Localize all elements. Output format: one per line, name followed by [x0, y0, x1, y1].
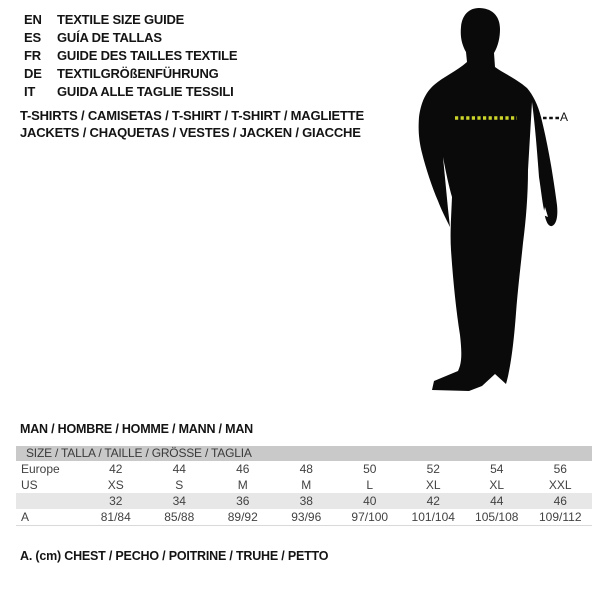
table-row-uk — [16, 493, 592, 509]
language-code: DE — [24, 66, 42, 81]
table-cell: XS — [107, 478, 124, 492]
table-cell: 56 — [553, 462, 567, 476]
row-label — [16, 493, 84, 509]
table-cell: 32 — [109, 494, 123, 508]
table-cell: 89/92 — [227, 510, 258, 524]
table-cell: 81/84 — [100, 510, 131, 524]
table-row-chest-a — [16, 509, 592, 526]
table-cell: 42 — [109, 462, 123, 476]
table-cell: 105/108 — [475, 510, 519, 524]
language-code: IT — [24, 84, 36, 99]
table-cell: 38 — [299, 494, 313, 508]
row-label: A — [21, 510, 30, 524]
language-row-it — [24, 83, 237, 101]
table-cell: 54 — [490, 462, 504, 476]
man-silhouette-figure — [405, 5, 600, 395]
size-table-header: SIZE / TALLA / TAILLE / GRÖSSE / TAGLIA — [16, 446, 592, 461]
language-label: GUIDE DES TAILLES TEXTILE — [57, 48, 238, 63]
man-silhouette-shape — [419, 8, 558, 391]
table-cell: 52 — [426, 462, 440, 476]
table-cell: 93/96 — [291, 510, 322, 524]
table-cell: 48 — [299, 462, 313, 476]
table-cell: L — [366, 478, 374, 492]
language-code: EN — [24, 12, 42, 27]
table-cell: 44 — [172, 462, 186, 476]
language-code: FR — [24, 48, 41, 63]
language-list — [24, 11, 237, 101]
language-label: GUIDA ALLE TAGLIE TESSILI — [57, 84, 234, 99]
table-cell: 50 — [363, 462, 377, 476]
row-label: Europe — [21, 462, 60, 476]
section-title-man: MAN / HOMBRE / HOMME / MANN / MAN — [20, 422, 253, 436]
language-row-es — [24, 29, 237, 47]
table-cell: 44 — [490, 494, 504, 508]
category-lines — [20, 108, 364, 141]
table-cell: 109/112 — [539, 510, 582, 524]
language-row-fr — [24, 47, 237, 65]
measurement-footnote: A. (cm) CHEST / PECHO / POITRINE / TRUHE / PETTO — [20, 549, 329, 563]
table-cell: 46 — [236, 462, 250, 476]
language-label: GUÍA DE TALLAS — [57, 30, 162, 45]
table-cell: XL — [489, 478, 505, 492]
table-cell: 97/100 — [351, 510, 389, 524]
table-cell: 40 — [363, 494, 377, 508]
table-row-us — [16, 477, 592, 493]
table-cell: S — [175, 478, 184, 492]
language-label: TEXTILGRÖßENFÜHRUNG — [57, 66, 219, 81]
language-label: TEXTILE SIZE GUIDE — [57, 12, 185, 27]
table-cell: XXL — [548, 478, 572, 492]
language-row-de — [24, 65, 237, 83]
table-cell: XL — [425, 478, 441, 492]
row-label: US — [21, 478, 38, 492]
table-cell: 85/88 — [164, 510, 195, 524]
table-cell: 42 — [426, 494, 440, 508]
table-cell: 34 — [172, 494, 186, 508]
table-cell: M — [301, 478, 312, 492]
category-jackets: JACKETS / CHAQUETAS / VESTES / JACKEN / GIACCHE — [20, 124, 361, 140]
language-row-en — [24, 11, 237, 29]
measure-a-label: A — [560, 110, 569, 124]
language-code: ES — [24, 30, 41, 45]
table-cell: 46 — [553, 494, 567, 508]
category-tshirts: T-SHIRTS / CAMISETAS / T-SHIRT / T-SHIRT / MAGLIETTE — [20, 108, 364, 123]
table-row-europe — [16, 461, 592, 477]
table-cell: 36 — [236, 494, 250, 508]
table-cell: M — [237, 478, 248, 492]
man-silhouette-svg — [405, 5, 600, 395]
table-cell: 101/104 — [411, 510, 455, 524]
size-table — [16, 446, 592, 526]
